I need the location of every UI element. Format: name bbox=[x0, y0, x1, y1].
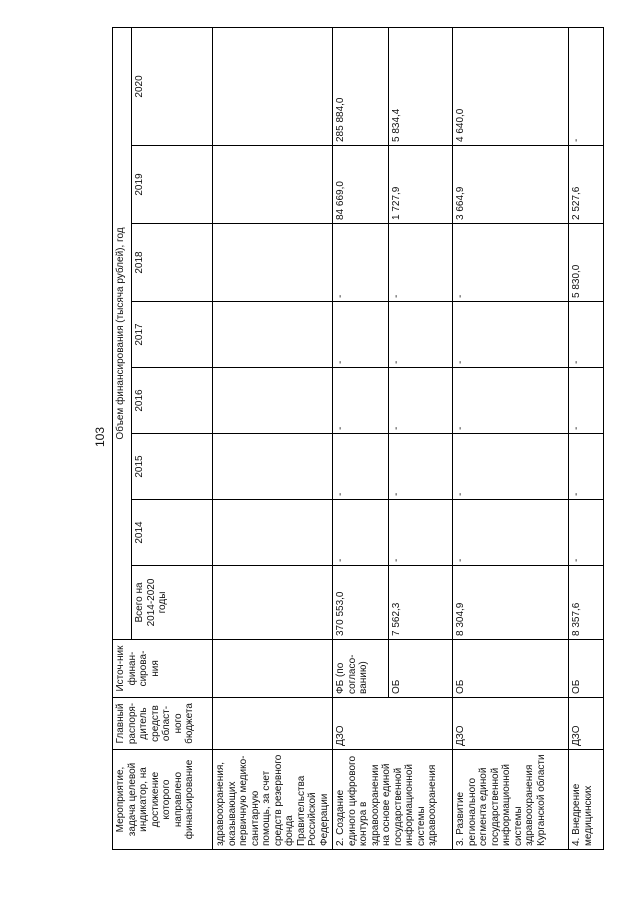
cell-manager: ДЗО bbox=[333, 698, 453, 750]
cell-year: 5 834,4 bbox=[389, 27, 453, 145]
header-event: Мероприятие, задача целевой индикатор, на достижение которого направлено финансирование bbox=[113, 750, 213, 850]
cell-year bbox=[213, 368, 333, 434]
page-number: 103 bbox=[93, 426, 107, 448]
cell-source: ОБ bbox=[569, 640, 604, 698]
rotated-table-area bbox=[112, 28, 604, 850]
cell-year: - bbox=[333, 500, 389, 566]
cell-total: 8 304,9 bbox=[453, 566, 569, 640]
header-source: Источ-ник финан-сирова-ния bbox=[113, 640, 213, 698]
cell-total: 370 553,0 bbox=[333, 566, 389, 640]
cell-year: - bbox=[453, 500, 569, 566]
cell-year: - bbox=[333, 368, 389, 434]
cell-manager: ДЗО bbox=[453, 698, 569, 750]
cell-year: 3 664,9 bbox=[453, 146, 569, 224]
cell-year: - bbox=[389, 368, 453, 434]
cell-year: - bbox=[569, 27, 604, 145]
cell-year: - bbox=[453, 434, 569, 500]
cell-manager: ДЗО bbox=[569, 698, 604, 750]
cell-year bbox=[213, 434, 333, 500]
cell-year: - bbox=[333, 434, 389, 500]
cell-source: ОБ bbox=[453, 640, 569, 698]
header-row-top bbox=[113, 27, 132, 849]
cell-year: - bbox=[453, 224, 569, 302]
cell-year bbox=[213, 27, 333, 145]
cell-year: - bbox=[333, 224, 389, 302]
cell-year bbox=[213, 224, 333, 302]
cell-year bbox=[213, 146, 333, 224]
cell-year: 4 640,0 bbox=[453, 27, 569, 145]
funding-table bbox=[112, 27, 604, 850]
cell-year: 1 727,9 bbox=[389, 146, 453, 224]
cell-year: - bbox=[569, 368, 604, 434]
cell-year: - bbox=[333, 302, 389, 368]
cell-source: ФБ (по согласо-ванию) bbox=[333, 640, 389, 698]
cell-year: 285 884,0 bbox=[333, 27, 389, 145]
header-year: 2017 bbox=[132, 302, 213, 368]
cell-manager bbox=[213, 698, 333, 750]
cell-event: 3. Развитие регионального сегмента единой государственной информационной системы здравоохранения Курганской области bbox=[453, 750, 569, 850]
cell-year: - bbox=[569, 434, 604, 500]
table-container bbox=[112, 28, 604, 850]
cell-event: 2. Создание единого цифрового контура в здравоохранении на основе единой государственной информационной системы здравоохранения bbox=[333, 750, 453, 850]
header-manager: Главный распоря-дитель средств област-ного бюджета bbox=[113, 698, 213, 750]
cell-year: - bbox=[569, 302, 604, 368]
cell-year: 5 830,0 bbox=[569, 224, 604, 302]
cell-year: - bbox=[389, 500, 453, 566]
cell-event: 4. Внедрение медицинских bbox=[569, 750, 604, 850]
header-funding: Объем финансирования (тысяча рублей), год bbox=[113, 27, 132, 639]
header-year: 2018 bbox=[132, 224, 213, 302]
cell-year: 84 669,0 bbox=[333, 146, 389, 224]
header-year: 2014 bbox=[132, 500, 213, 566]
table-row bbox=[333, 27, 389, 849]
table-row bbox=[569, 27, 604, 849]
cell-year bbox=[213, 500, 333, 566]
cell-year: - bbox=[453, 368, 569, 434]
header-year: 2019 bbox=[132, 146, 213, 224]
cell-year: 2 527,6 bbox=[569, 146, 604, 224]
cell-year: - bbox=[453, 302, 569, 368]
header-year: 2016 bbox=[132, 368, 213, 434]
cell-year: - bbox=[389, 434, 453, 500]
cell-total: 7 562,3 bbox=[389, 566, 453, 640]
table-row bbox=[453, 27, 569, 849]
cell-total bbox=[213, 566, 333, 640]
cell-source bbox=[213, 640, 333, 698]
header-year: 2015 bbox=[132, 434, 213, 500]
cell-year bbox=[213, 302, 333, 368]
header-total: Всего на 2014-2020 годы bbox=[132, 566, 213, 640]
cell-year: - bbox=[569, 500, 604, 566]
cell-total: 8 357,6 bbox=[569, 566, 604, 640]
cell-event: здравоохранения, оказывающих первичную медико-санитарную помощь, за счет средств резервного фонда Правительства Российской Федерации bbox=[213, 750, 333, 850]
cell-year: - bbox=[389, 224, 453, 302]
header-year: 2020 bbox=[132, 27, 213, 145]
table-row bbox=[213, 27, 333, 849]
cell-year: - bbox=[389, 302, 453, 368]
cell-source: ОБ bbox=[389, 640, 453, 698]
